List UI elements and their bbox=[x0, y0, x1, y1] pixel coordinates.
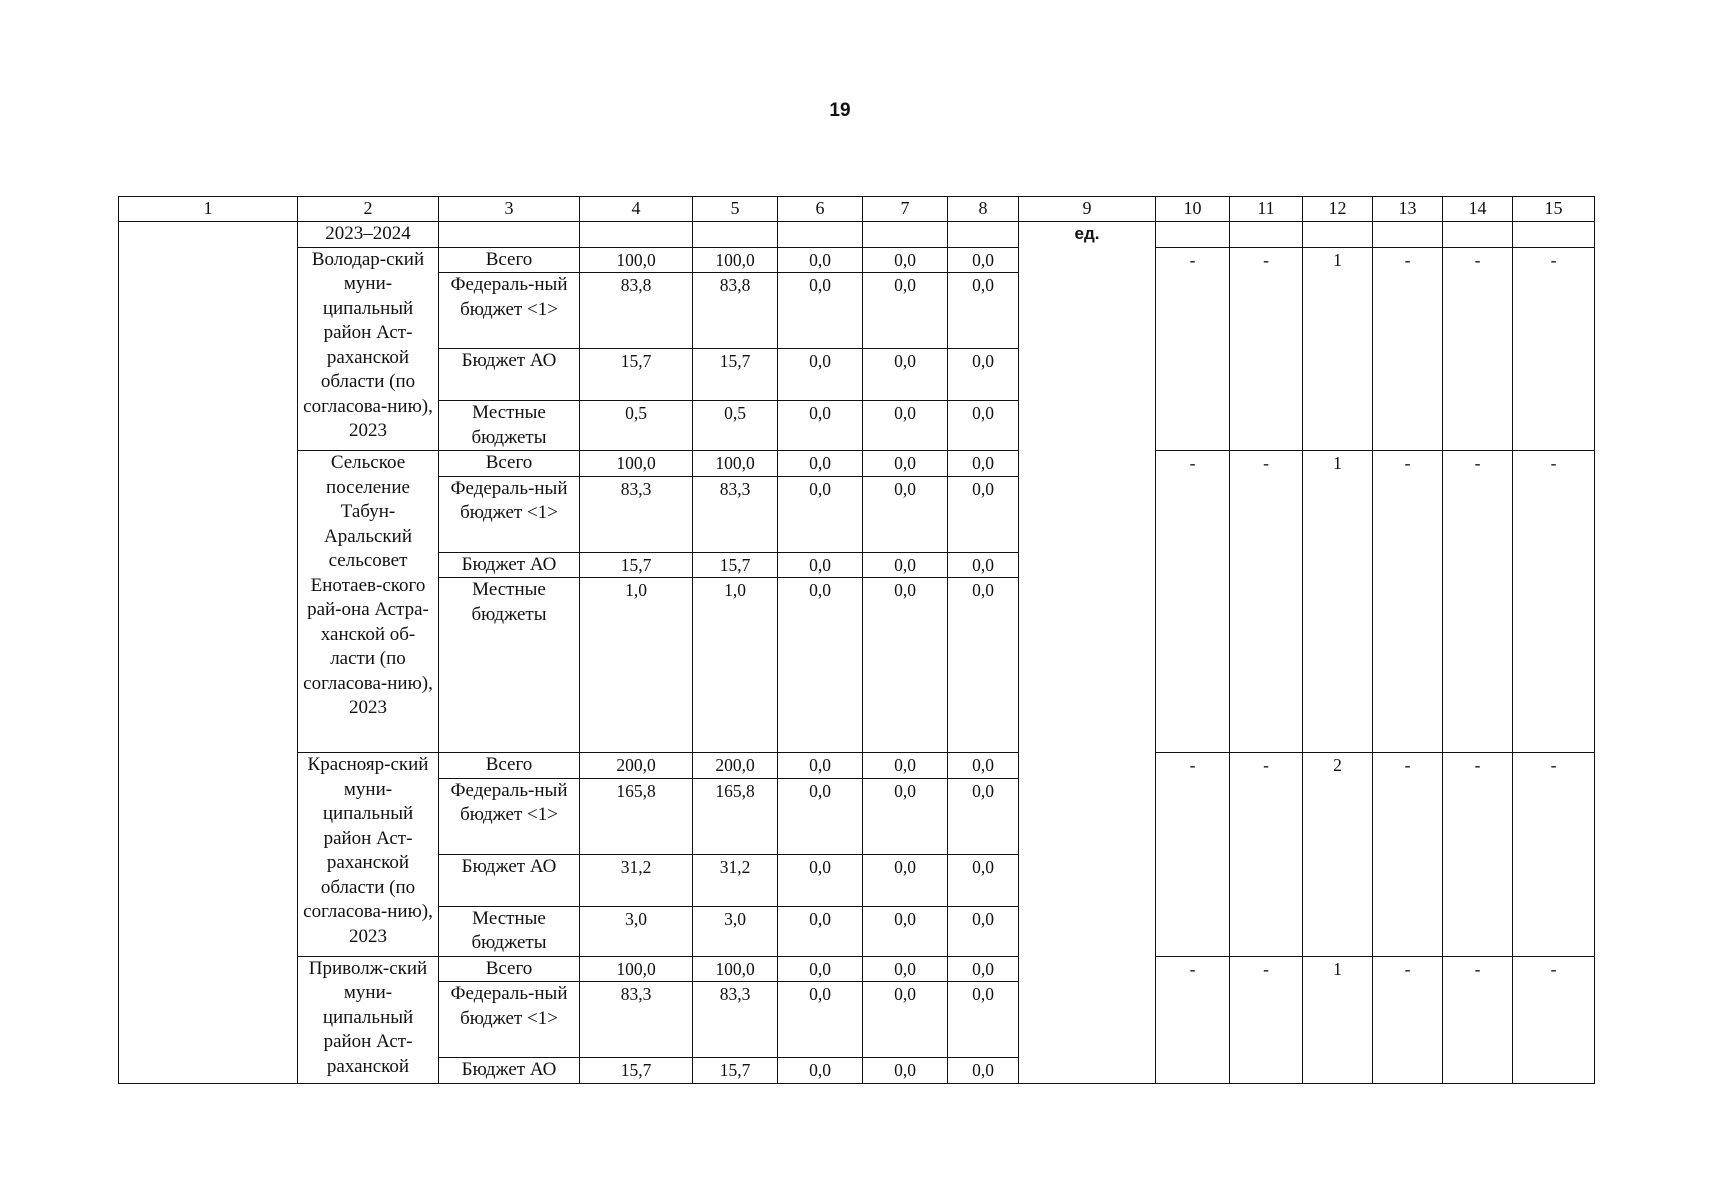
amount-value: 31,2 bbox=[580, 854, 693, 906]
unit-cell: ед. bbox=[1019, 222, 1156, 1084]
amount-value: 0,0 bbox=[948, 247, 1019, 273]
indicator-value: - bbox=[1513, 753, 1595, 957]
amount-value: 3,0 bbox=[580, 906, 693, 956]
column-number: 11 bbox=[1230, 197, 1303, 222]
indicator-value: - bbox=[1156, 247, 1230, 451]
amount-value: 3,0 bbox=[693, 906, 778, 956]
amount-value: 0,0 bbox=[948, 476, 1019, 552]
column-number: 8 bbox=[948, 197, 1019, 222]
funding-source: Всего bbox=[439, 956, 580, 982]
table-row bbox=[119, 451, 1595, 477]
amount-value: 83,8 bbox=[580, 273, 693, 349]
amount-value: 0,0 bbox=[863, 578, 948, 753]
indicator-value: - bbox=[1513, 451, 1595, 753]
amount-value: 0,0 bbox=[863, 247, 948, 273]
amount-value: 0,0 bbox=[948, 349, 1019, 401]
amount-value: 0,0 bbox=[948, 401, 1019, 451]
territory-name: Сельское поселение Табун-Аральский сельсовет Енотаев-ского рай-она Астра-ханской об-ласти (по согласова-нию), 2023 bbox=[298, 451, 439, 753]
empty-cell bbox=[948, 222, 1019, 248]
column-number-row bbox=[119, 197, 1595, 222]
funding-source: Бюджет АО bbox=[439, 552, 580, 578]
column-number: 15 bbox=[1513, 197, 1595, 222]
funding-source: Всего bbox=[439, 451, 580, 477]
amount-value: 0,0 bbox=[948, 578, 1019, 753]
amount-value: 15,7 bbox=[580, 1058, 693, 1084]
indicator-value: - bbox=[1513, 956, 1595, 1083]
indicator-value: - bbox=[1230, 956, 1303, 1083]
column-number: 14 bbox=[1443, 197, 1513, 222]
amount-value: 0,0 bbox=[863, 552, 948, 578]
period-cell: 2023–2024 bbox=[298, 222, 439, 248]
indicator-value: 1 bbox=[1303, 247, 1373, 451]
event-name-cell bbox=[119, 222, 298, 1084]
amount-value: 0,0 bbox=[778, 854, 863, 906]
column-number: 5 bbox=[693, 197, 778, 222]
amount-value: 100,0 bbox=[693, 247, 778, 273]
indicator-value: - bbox=[1156, 956, 1230, 1083]
amount-value: 0,0 bbox=[863, 753, 948, 779]
funding-source: Бюджет АО bbox=[439, 854, 580, 906]
funding-source: Федераль-ный бюджет <1> bbox=[439, 982, 580, 1058]
amount-value: 0,0 bbox=[778, 982, 863, 1058]
amount-value: 0,0 bbox=[948, 778, 1019, 854]
empty-cell bbox=[1513, 222, 1595, 248]
amount-value: 0,0 bbox=[778, 476, 863, 552]
column-number: 10 bbox=[1156, 197, 1230, 222]
funding-source: Всего bbox=[439, 753, 580, 779]
amount-value: 0,0 bbox=[948, 956, 1019, 982]
amount-value: 0,0 bbox=[948, 451, 1019, 477]
indicator-value: - bbox=[1443, 956, 1513, 1083]
page-number: 19 bbox=[829, 100, 851, 121]
amount-value: 0,5 bbox=[693, 401, 778, 451]
column-number: 1 bbox=[119, 197, 298, 222]
amount-value: 0,0 bbox=[778, 578, 863, 753]
column-number: 4 bbox=[580, 197, 693, 222]
empty-cell bbox=[1230, 222, 1303, 248]
amount-value: 15,7 bbox=[693, 1058, 778, 1084]
column-number: 9 bbox=[1019, 197, 1156, 222]
territory-name: Приволж-ский муни-ципальный район Аст-раханской bbox=[298, 956, 439, 1083]
amount-value: 31,2 bbox=[693, 854, 778, 906]
amount-value: 0,0 bbox=[863, 906, 948, 956]
amount-value: 0,0 bbox=[863, 401, 948, 451]
amount-value: 100,0 bbox=[580, 956, 693, 982]
indicator-value: - bbox=[1373, 956, 1443, 1083]
indicator-value: - bbox=[1230, 247, 1303, 451]
territory-name: Краснояр-ский муни-ципальный район Аст-раханской области (по согласова-нию), 2023 bbox=[298, 753, 439, 957]
amount-value: 0,0 bbox=[863, 854, 948, 906]
empty-cell bbox=[863, 222, 948, 248]
column-number: 3 bbox=[439, 197, 580, 222]
amount-value: 83,3 bbox=[693, 476, 778, 552]
amount-value: 0,0 bbox=[863, 349, 948, 401]
amount-value: 83,3 bbox=[580, 476, 693, 552]
table-row bbox=[119, 956, 1595, 982]
column-number: 12 bbox=[1303, 197, 1373, 222]
column-number: 7 bbox=[863, 197, 948, 222]
territory-name: Володар-ский муни-ципальный район Аст-раханской области (по согласова-нию), 2023 bbox=[298, 247, 439, 451]
empty-cell bbox=[1303, 222, 1373, 248]
amount-value: 0,0 bbox=[863, 476, 948, 552]
indicator-value: - bbox=[1230, 753, 1303, 957]
amount-value: 15,7 bbox=[693, 349, 778, 401]
table-body bbox=[119, 197, 1595, 1084]
funding-source: Местные бюджеты bbox=[439, 906, 580, 956]
funding-source: Федераль-ный бюджет <1> bbox=[439, 476, 580, 552]
amount-value: 100,0 bbox=[580, 247, 693, 273]
indicator-value: - bbox=[1373, 451, 1443, 753]
funding-source: Местные бюджеты bbox=[439, 401, 580, 451]
empty-cell bbox=[1443, 222, 1513, 248]
empty-cell bbox=[1373, 222, 1443, 248]
indicator-value: - bbox=[1156, 753, 1230, 957]
funding-source: Федераль-ный бюджет <1> bbox=[439, 778, 580, 854]
amount-value: 100,0 bbox=[693, 451, 778, 477]
amount-value: 0,0 bbox=[778, 1058, 863, 1084]
indicator-value: - bbox=[1373, 247, 1443, 451]
amount-value: 100,0 bbox=[693, 956, 778, 982]
amount-value: 0,0 bbox=[778, 349, 863, 401]
amount-value: 1,0 bbox=[693, 578, 778, 753]
amount-value: 165,8 bbox=[580, 778, 693, 854]
indicator-value: - bbox=[1443, 753, 1513, 957]
table-row bbox=[119, 247, 1595, 273]
indicator-value: - bbox=[1373, 753, 1443, 957]
amount-value: 15,7 bbox=[580, 552, 693, 578]
amount-value: 0,0 bbox=[778, 778, 863, 854]
amount-value: 1,0 bbox=[580, 578, 693, 753]
amount-value: 200,0 bbox=[580, 753, 693, 779]
empty-cell bbox=[439, 222, 580, 248]
amount-value: 0,0 bbox=[778, 247, 863, 273]
amount-value: 83,3 bbox=[693, 982, 778, 1058]
amount-value: 0,0 bbox=[778, 552, 863, 578]
amount-value: 0,0 bbox=[948, 854, 1019, 906]
amount-value: 0,0 bbox=[948, 906, 1019, 956]
amount-value: 0,0 bbox=[778, 906, 863, 956]
amount-value: 0,0 bbox=[863, 273, 948, 349]
indicator-value: 1 bbox=[1303, 956, 1373, 1083]
column-number: 2 bbox=[298, 197, 439, 222]
amount-value: 0,0 bbox=[863, 451, 948, 477]
budget-table bbox=[118, 196, 1595, 1084]
amount-value: 0,0 bbox=[778, 956, 863, 982]
indicator-value: 2 bbox=[1303, 753, 1373, 957]
indicator-value: - bbox=[1513, 247, 1595, 451]
table-row bbox=[119, 753, 1595, 779]
amount-value: 165,8 bbox=[693, 778, 778, 854]
empty-cell bbox=[580, 222, 693, 248]
amount-value: 0,0 bbox=[778, 273, 863, 349]
funding-source: Федераль-ный бюджет <1> bbox=[439, 273, 580, 349]
amount-value: 0,0 bbox=[948, 982, 1019, 1058]
funding-source: Всего bbox=[439, 247, 580, 273]
amount-value: 0,5 bbox=[580, 401, 693, 451]
empty-cell bbox=[1156, 222, 1230, 248]
indicator-value: 1 bbox=[1303, 451, 1373, 753]
empty-cell bbox=[693, 222, 778, 248]
amount-value: 0,0 bbox=[778, 753, 863, 779]
funding-source: Местные бюджеты bbox=[439, 578, 580, 753]
amount-value: 0,0 bbox=[863, 956, 948, 982]
column-number: 13 bbox=[1373, 197, 1443, 222]
amount-value: 0,0 bbox=[948, 552, 1019, 578]
amount-value: 15,7 bbox=[580, 349, 693, 401]
amount-value: 0,0 bbox=[863, 778, 948, 854]
amount-value: 100,0 bbox=[580, 451, 693, 477]
amount-value: 83,8 bbox=[693, 273, 778, 349]
empty-cell bbox=[778, 222, 863, 248]
indicator-value: - bbox=[1443, 451, 1513, 753]
amount-value: 0,0 bbox=[863, 982, 948, 1058]
indicator-value: - bbox=[1443, 247, 1513, 451]
amount-value: 0,0 bbox=[778, 401, 863, 451]
amount-value: 15,7 bbox=[693, 552, 778, 578]
funding-source: Бюджет АО bbox=[439, 349, 580, 401]
amount-value: 0,0 bbox=[863, 1058, 948, 1084]
column-number: 6 bbox=[778, 197, 863, 222]
indicator-value: - bbox=[1230, 451, 1303, 753]
period-row bbox=[119, 222, 1595, 248]
amount-value: 83,3 bbox=[580, 982, 693, 1058]
amount-value: 0,0 bbox=[948, 753, 1019, 779]
funding-source: Бюджет АО bbox=[439, 1058, 580, 1084]
amount-value: 0,0 bbox=[778, 451, 863, 477]
amount-value: 0,0 bbox=[948, 1058, 1019, 1084]
indicator-value: - bbox=[1156, 451, 1230, 753]
amount-value: 0,0 bbox=[948, 273, 1019, 349]
amount-value: 200,0 bbox=[693, 753, 778, 779]
